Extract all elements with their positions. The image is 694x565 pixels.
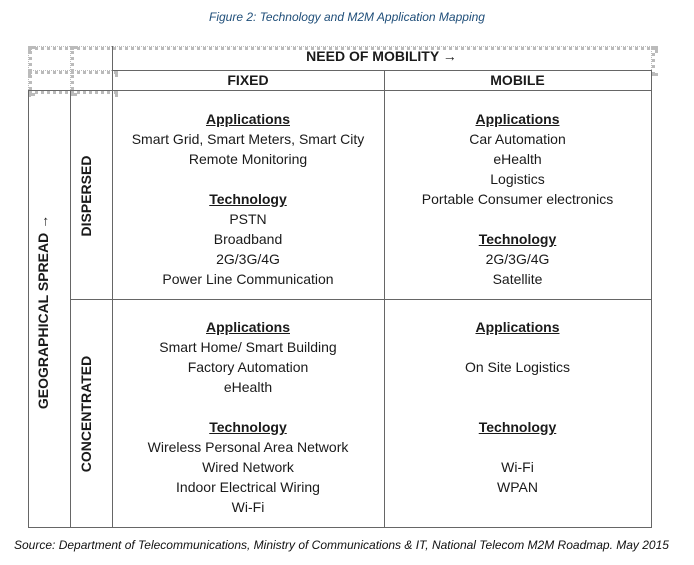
cell-dispersed-fixed	[112, 109, 384, 289]
columns-bottom-line	[28, 90, 652, 91]
mobility-axis-label: NEED OF MOBILITY →	[306, 48, 457, 64]
applications-heading: Applications	[475, 319, 560, 335]
technology-item: Indoor Electrical Wiring	[176, 479, 320, 495]
application-item: Portable Consumer electronics	[421, 191, 614, 207]
technology-item: 2G/3G/4G	[485, 251, 550, 267]
technology-item: Power Line Communication	[162, 271, 334, 287]
row-header-dispersed: DISPERSED	[78, 155, 94, 237]
spread-axis-label: GEOGRAPHICAL SPREAD →	[35, 214, 51, 410]
technology-heading: Technology	[209, 419, 287, 435]
technology-item: Wireless Personal Area Network	[147, 439, 349, 455]
left-border	[28, 90, 29, 527]
application-item: Smart Home/ Smart Building	[159, 339, 337, 355]
technology-item: Wi-Fi	[231, 499, 265, 515]
cell-concentrated-fixed	[112, 317, 384, 517]
application-item: eHealth	[223, 379, 273, 395]
application-item: Factory Automation	[187, 359, 309, 375]
applications-heading: Applications	[475, 111, 560, 127]
technology-item	[384, 437, 651, 457]
application-item: Car Automation	[469, 131, 566, 147]
table-bottom-line	[28, 527, 652, 528]
technology-item: Broadband	[213, 231, 283, 247]
technology-item: Wired Network	[202, 459, 294, 475]
technology-heading: Technology	[209, 191, 287, 207]
column-header-fixed: FIXED	[227, 72, 269, 88]
application-item: Remote Monitoring	[188, 151, 308, 167]
cell-concentrated-mobile	[384, 317, 651, 497]
application-item	[384, 337, 651, 357]
right-border	[651, 70, 652, 527]
row-header-concentrated: CONCENTRATED	[78, 355, 94, 473]
application-item: Smart Grid, Smart Meters, Smart City	[131, 131, 365, 147]
application-item	[384, 377, 651, 397]
technology-heading: Technology	[478, 419, 557, 435]
figure-caption: Figure 2: Technology and M2M Application Mapping	[209, 10, 485, 24]
application-item: Logistics	[490, 171, 545, 187]
applications-heading: Applications	[205, 319, 290, 335]
technology-item: 2G/3G/4G	[216, 251, 280, 267]
row-divider-line	[70, 299, 652, 300]
columns-top-line	[112, 70, 652, 71]
column-header-mobile: MOBILE	[490, 72, 545, 88]
left-dotted-line-top	[28, 46, 32, 96]
technology-item: PSTN	[229, 211, 267, 227]
technology-item: WPAN	[497, 479, 538, 495]
cell-dispersed-mobile	[384, 109, 651, 289]
technology-heading: Technology	[478, 231, 557, 247]
applications-heading: Applications	[205, 111, 290, 127]
technology-item: Wi-Fi	[501, 459, 534, 475]
technology-item: Satellite	[492, 271, 543, 287]
application-item: eHealth	[493, 151, 542, 167]
inner-dotted-line-top	[70, 46, 74, 96]
row-label-border	[70, 90, 71, 527]
source-note: Source: Department of Telecommunications, Ministry of Communications & IT, National Telecom M2M Roadmap. May 2015	[14, 538, 669, 552]
application-item: On Site Logistics	[464, 359, 571, 375]
